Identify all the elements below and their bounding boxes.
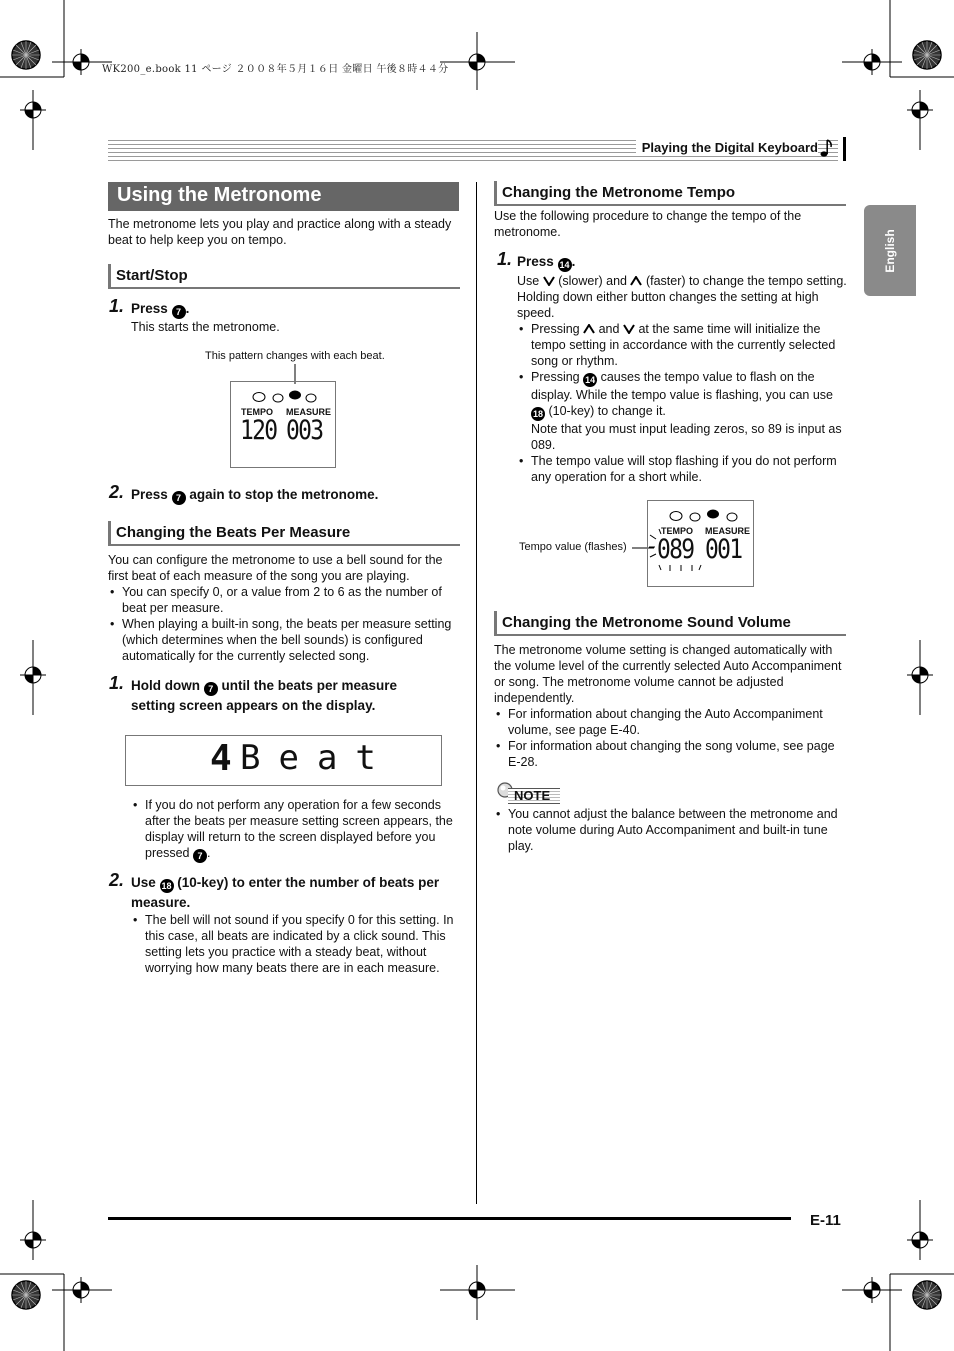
chevron-up-icon [583, 324, 595, 334]
lcd-measure-label: MEASURE [705, 526, 751, 536]
heading-volume: Changing the Metronome Sound Volume [494, 611, 846, 636]
music-note-icon [820, 137, 834, 159]
list-item: • The tempo value will stop flashing if you do not perform any operation for a short while. [517, 453, 847, 485]
beats-note-bullets [131, 797, 461, 863]
footer-rule [108, 1217, 791, 1220]
list-item: • Pressing 14 causes the tempo value to flash on the display. While the tempo value is flashing, you can use 18 (10-key) to change it. Note that you must input leading zeros, so 89 is input as 089. [517, 369, 847, 453]
chevron-down-icon [623, 324, 635, 334]
lcd-display-tempo-flash [647, 500, 754, 587]
lcd-tempo-label: TEMPO [661, 526, 694, 536]
lcd-tempo-value: 089 [657, 534, 694, 565]
list-item: • If you do not perform any operation for a few seconds after the beats per measure setting screen appears, the display will return to the screen displayed before you pressed 7 . [131, 797, 461, 863]
heading-tempo: Changing the Metronome Tempo [494, 181, 846, 206]
lcd-caption: Tempo value (flashes) [519, 541, 627, 553]
chevron-up-icon [630, 276, 642, 286]
beat-indicator-icon [251, 387, 321, 405]
tempo-step-description: Use (slower) and (faster) to change the tempo setting. Holding down either button changes the setting at high speed. [517, 274, 847, 320]
note-bullets [494, 806, 846, 854]
step-instruction: Hold down 7 until the beats per measure setting screen appears on the display. [131, 678, 398, 713]
language-tab [864, 205, 916, 296]
flash-rays-icon [648, 521, 708, 581]
language-tab-label: English [883, 228, 897, 273]
note-callout [496, 781, 562, 805]
list-item: • For information about changing the song volume, see page E-28. [494, 738, 846, 770]
beats-step2-bullets [131, 912, 461, 976]
button-7-icon: 7 [172, 491, 186, 505]
file-header: WK200_e.book 11 ページ ２００８年５月１６日 金曜日 午後８時４４分 [102, 64, 449, 75]
heading-beats-per-measure: Changing the Beats Per Measure [108, 521, 460, 546]
step-number: 1. [109, 673, 125, 693]
button-14-icon: 14 [585, 375, 596, 385]
metronome-intro: The metronome lets you play and practice along with a steady beat to help keep you on tempo. [108, 217, 452, 247]
beats-intro: You can configure the metronome to use a bell sound for the first beat of each measure of the song you are playing. [108, 553, 443, 583]
list-item: • When playing a built-in song, the beats per measure setting (which determines when the bell sounds) is configured automatically for the currently selected song. [108, 616, 460, 664]
list-item: • You cannot adjust the balance between the metronome and note volume during Auto Accompaniment and built-in tune play. [494, 806, 846, 854]
page-number: E-11 [810, 1212, 841, 1229]
lcd-caption: This pattern changes with each beat. [205, 350, 385, 362]
chevron-down-icon [543, 276, 555, 286]
column-divider [476, 182, 477, 1204]
step-number: 1. [109, 296, 125, 316]
running-header-title: Playing the Digital Keyboard [636, 140, 818, 155]
section-title: Using the Metronome [108, 182, 459, 211]
button-18-icon: 18 [161, 881, 172, 891]
heading-start-stop: Start/Stop [108, 264, 460, 289]
step-instruction: Use 18 (10-key) to enter the number of beats per measure. [131, 875, 440, 910]
header-end-bar [843, 137, 846, 161]
step-instruction: Press 7 again to stop the metronome. [131, 487, 379, 503]
tempo-intro: Use the following procedure to change the tempo of the metronome. [494, 209, 802, 239]
lcd-display-beat [125, 735, 442, 786]
volume-bullets [494, 706, 846, 770]
step-number: 1. [497, 249, 513, 269]
button-7-icon: 7 [172, 305, 186, 319]
step-number: 2. [109, 482, 125, 502]
lcd-tempo-value: 120 [240, 415, 277, 446]
lcd-tempo-label: TEMPO [241, 407, 274, 417]
button-7-icon: 7 [204, 682, 218, 696]
step-number: 2. [109, 870, 125, 890]
button-14-icon: 14 [559, 260, 570, 270]
lcd-measure-label: MEASURE [286, 407, 332, 417]
volume-intro: The metronome volume setting is changed automatically with the volume level of the currently selected Auto Accompaniment or song. The metronome volume cannot be adjusted independently. [494, 643, 842, 705]
step-description: This starts the metronome. [131, 320, 280, 334]
step-instruction: Press 14 . [517, 254, 576, 270]
lcd-measure-value: 001 [705, 534, 742, 565]
list-item: • For information about changing the Auto Accompaniment volume, see page E-40. [494, 706, 846, 738]
lcd-display-tempo [230, 381, 336, 468]
list-item: • Pressing and at the same time will initialize the tempo setting in accordance with the currently selected song or rhythm. [517, 321, 847, 369]
note-label: NOTE [514, 788, 551, 803]
lcd-measure-value: 003 [286, 415, 323, 446]
button-18-icon: 18 [532, 409, 543, 419]
step-instruction: Press 7 . [131, 301, 190, 317]
list-item: • The bell will not sound if you specify 0 for this setting. In this case, all beats are indicated by a click sound. This setting lets you practice with a steady beat, without worrying how many beats there are in each measure. [131, 912, 461, 976]
beats-bullets [108, 584, 460, 664]
lcd-beat-value: 4 [210, 738, 232, 779]
list-item: • You can specify 0, or a value from 2 to 6 as the number of beat per measure. [108, 584, 460, 616]
button-7-icon: 7 [193, 849, 207, 863]
lcd-beat-text: Beat [240, 738, 394, 778]
running-header [108, 137, 846, 161]
tempo-bullets [517, 321, 847, 485]
